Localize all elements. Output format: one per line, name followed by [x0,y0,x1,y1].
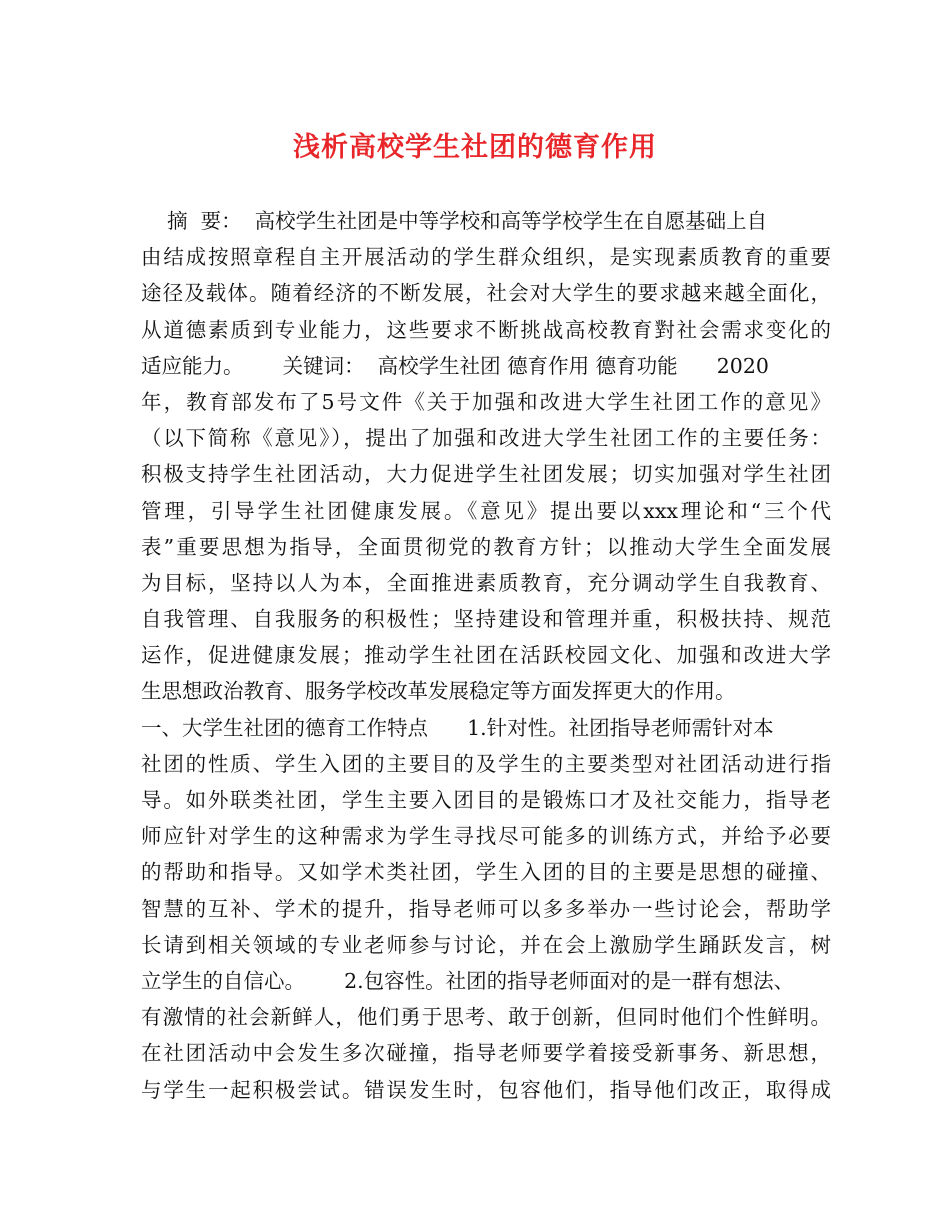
body-line: 有激情的社会新鲜人，他们勇于思考、敢于创新，但同时他们个性鲜明。 [141,1005,831,1030]
body-line: 在社团活动中会发生多次碰撞，指导老师要学着接受新事务、新思想， [141,1041,831,1066]
body-line: 表”重要思想为指导，全面贯彻党的教育方针；以推动大学生全面发展 [141,534,831,559]
body-line: 的帮助和指导。又如学术类社团，学生入团的目的主要是思想的碰撞、 [141,860,831,885]
body-line: 适应能力。 关键词： 高校学生社团 德育作用 德育功能 2020 [141,353,769,378]
body-line: 自我管理、自我服务的积极性；坚持建设和管理并重，积极扶持、规范 [141,607,831,632]
body-line: 立学生的自信心。 2.包容性。社团的指导老师面对的是一群有想法、 [141,968,795,993]
body-line: 从道德素质到专业能力，这些要求不断挑战高校教育對社会需求变化的 [141,317,831,342]
body-line: 社团的性质、学生入团的主要目的及学生的主要类型对社团活动进行指 [141,751,831,776]
body-line: 摘 要： 高校学生社团是中等学校和高等学校学生在自愿基础上自 [141,209,768,233]
body-line: 管理，引导学生社团健康发展。《意见》提出要以xxx理论和“三个代 [141,498,831,523]
body-line: 由结成按照章程自主开展活动的学生群众组织，是实现素质教育的重要 [141,245,831,270]
body-line: （以下简称《意见》），提出了加强和改进大学生社团工作的主要任务： [141,426,831,451]
body-line: 年，教育部发布了5号文件《关于加强和改进大学生社团工作的意见》 [141,389,831,414]
body-line: 途径及载体。随着经济的不断发展，社会对大学生的要求越来越全面化， [141,281,831,306]
body-line: 长请到相关领域的专业老师参与讨论，并在会上激励学生踊跃发言，树 [141,932,831,957]
body-line: 积极支持学生社团活动，大力促进学生社团发展；切实加强对学生社团 [141,462,831,487]
body-line: 一、大学生社团的德育工作特点 1.针对性。社团指导老师需针对本 [141,715,774,740]
body-line: 智慧的互补、学术的提升，指导老师可以多多举办一些讨论会，帮助学 [141,896,831,921]
body-line: 为目标，坚持以人为本，全面推进素质教育，充分调动学生自我教育、 [141,570,831,595]
document-title: 浅析高校学生社团的德育作用 [293,132,657,163]
body-line: 导。如外联类社团，学生主要入团目的是锻炼口才及社交能力，指导老 [141,788,831,812]
document-body [141,203,831,1108]
body-line: 运作，促进健康发展；推动学生社团在活跃校园文化、加强和改进大学 [141,643,831,668]
body-line: 与学生一起积极尝试。错误发生时，包容他们，指导他们改正，取得成 [141,1077,831,1102]
body-line: 生思想政治教育、服务学校改革发展稳定等方面发挥更大的作用。 [141,679,736,704]
body-line: 师应针对学生的这种需求为学生寻找尽可能多的训练方式，并给予必要 [141,824,831,849]
